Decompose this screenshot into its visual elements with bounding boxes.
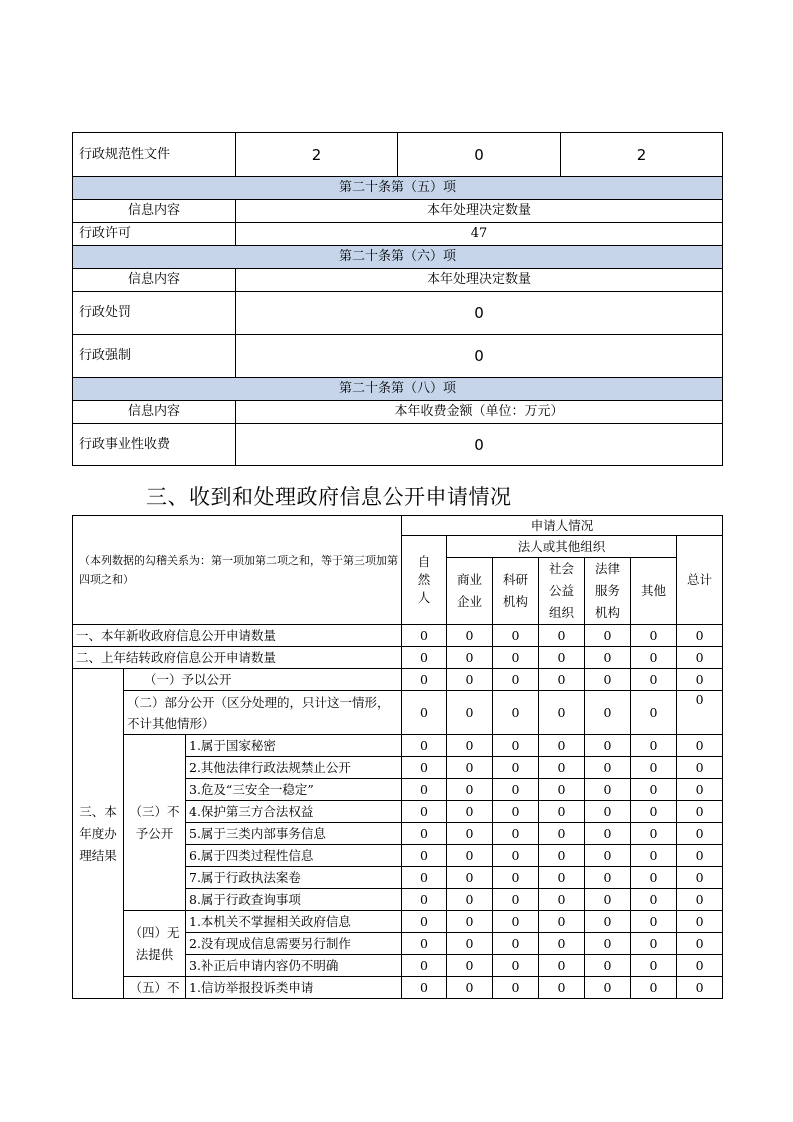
cell-value: 0	[447, 801, 493, 823]
cell-value: 0	[539, 647, 585, 669]
cell-value: 0	[493, 779, 539, 801]
cell-value: 0	[493, 625, 539, 647]
cell-value: 0	[585, 977, 631, 999]
table-row	[73, 200, 723, 223]
cell-value: 0	[493, 757, 539, 779]
row-label: 一、本年新收政府信息公开申请数量	[73, 625, 402, 647]
cell-value: 0	[539, 669, 585, 691]
column-header: 信息内容	[73, 200, 236, 223]
cell-value: 0	[539, 889, 585, 911]
table-row	[73, 292, 723, 335]
cell-value: 0	[631, 867, 677, 889]
cell-value: 0	[677, 823, 723, 845]
cell-value: 0	[539, 801, 585, 823]
table-header-row	[73, 516, 723, 536]
cell-value: 2	[561, 133, 723, 177]
table-row	[73, 401, 723, 424]
cell-value: 0	[631, 647, 677, 669]
section-header: 第二十条第（八）项	[73, 378, 723, 401]
column-header: 其他	[631, 558, 677, 625]
row-label: （一）予以公开	[124, 669, 402, 691]
row-label: 6.属于四类过程性信息	[186, 845, 402, 867]
natural-person-header: 自然人	[402, 536, 447, 625]
cell-value: 0	[402, 889, 447, 911]
cell-value: 0	[585, 735, 631, 757]
row-label: 3.补正后申请内容仍不明确	[186, 955, 402, 977]
cell-value: 0	[631, 735, 677, 757]
cell-value: 0	[631, 955, 677, 977]
cell-value: 0	[677, 625, 723, 647]
cell-value: 0	[493, 647, 539, 669]
cell-value: 0	[677, 801, 723, 823]
row-label: 3.危及“三安全一稳定”	[186, 779, 402, 801]
cell-value: 0	[585, 801, 631, 823]
cell-value: 0	[677, 911, 723, 933]
cell-value: 0	[447, 845, 493, 867]
section-header-row	[73, 246, 723, 269]
column-header: 社会公益组织	[539, 558, 585, 625]
cell-value: 0	[447, 933, 493, 955]
cell-value: 0	[402, 845, 447, 867]
section-header: 第二十条第（五）项	[73, 177, 723, 200]
cell-value: 0	[447, 911, 493, 933]
cell-value: 0	[677, 735, 723, 757]
cell-value: 0	[402, 647, 447, 669]
section-header-row	[73, 177, 723, 200]
cell-value: 0	[539, 867, 585, 889]
cell-value: 0	[236, 335, 723, 378]
cell-value: 0	[585, 823, 631, 845]
subgroup-label: （四）无法提供	[124, 911, 186, 977]
column-header: 本年收费金额（单位：万元）	[236, 401, 723, 424]
cell-value: 0	[539, 735, 585, 757]
cell-value: 0	[447, 955, 493, 977]
cell-value: 0	[585, 757, 631, 779]
cell-value: 0	[539, 625, 585, 647]
cell-value: 0	[402, 757, 447, 779]
cell-value: 0	[677, 779, 723, 801]
row-label: 行政许可	[73, 223, 236, 246]
cell-value: 0	[493, 669, 539, 691]
cell-value: 0	[585, 911, 631, 933]
cell-value: 0	[447, 691, 493, 735]
cell-value: 0	[539, 911, 585, 933]
cell-value: 0	[447, 823, 493, 845]
column-header: 本年处理决定数量	[236, 269, 723, 292]
cell-value: 0	[585, 867, 631, 889]
cell-value: 0	[493, 823, 539, 845]
row-label: （二）部分公开（区分处理的，只计这一情形，不计其他情形）	[124, 691, 402, 735]
section-title: 三、收到和处理政府信息公开申请情况	[146, 485, 512, 509]
row-label: 7.属于行政执法案卷	[186, 867, 402, 889]
cell-value: 0	[236, 424, 723, 466]
cell-value: 0	[539, 691, 585, 735]
cell-value: 0	[447, 625, 493, 647]
applications-table	[72, 515, 723, 999]
cell-value: 0	[585, 845, 631, 867]
section-header-row	[73, 378, 723, 401]
cell-value: 2	[236, 133, 398, 177]
cell-value: 0	[677, 889, 723, 911]
cell-value: 0	[447, 735, 493, 757]
cell-value: 0	[447, 779, 493, 801]
row-label: 二、上年结转政府信息公开申请数量	[73, 647, 402, 669]
row-label: 1.信访举报投诉类申请	[186, 977, 402, 999]
cell-value: 0	[493, 955, 539, 977]
table-row	[73, 133, 723, 177]
table-row	[73, 269, 723, 292]
cell-value: 0	[493, 801, 539, 823]
cell-value: 0	[447, 977, 493, 999]
cell-value: 0	[631, 691, 677, 735]
table-row	[73, 335, 723, 378]
table-row	[73, 625, 723, 647]
cell-value: 0	[493, 735, 539, 757]
cell-value: 0	[677, 757, 723, 779]
column-header: 信息内容	[73, 269, 236, 292]
cell-value: 0	[447, 867, 493, 889]
cell-value: 0	[236, 292, 723, 335]
results-group-label: 三、本年度办理结果	[73, 669, 124, 999]
cell-value: 0	[447, 757, 493, 779]
cell-value: 0	[677, 669, 723, 691]
cell-value: 0	[539, 933, 585, 955]
cell-value: 0	[402, 911, 447, 933]
subgroup-label: （五）不	[124, 977, 186, 999]
cell-value: 0	[402, 625, 447, 647]
table-row	[73, 669, 723, 691]
column-header: 科研机构	[493, 558, 539, 625]
cell-value: 0	[677, 845, 723, 867]
row-label: 8.属于行政查询事项	[186, 889, 402, 911]
cell-value: 0	[402, 669, 447, 691]
cell-value: 0	[539, 757, 585, 779]
cell-value: 0	[631, 801, 677, 823]
cell-value: 0	[447, 889, 493, 911]
cell-value: 0	[631, 625, 677, 647]
cell-value: 0	[539, 823, 585, 845]
cell-value: 0	[585, 625, 631, 647]
row-label: 行政事业性收费	[73, 424, 236, 466]
cell-value: 0	[493, 977, 539, 999]
cell-value: 0	[447, 647, 493, 669]
section-header: 第二十条第（六）项	[73, 246, 723, 269]
cell-value: 0	[402, 779, 447, 801]
cell-value: 0	[585, 647, 631, 669]
cell-value: 0	[585, 933, 631, 955]
cell-value: 0	[402, 867, 447, 889]
cell-value: 0	[539, 955, 585, 977]
cell-value: 0	[402, 823, 447, 845]
table-row	[73, 691, 723, 735]
cell-value: 0	[402, 955, 447, 977]
cell-value: 0	[493, 889, 539, 911]
table-row	[73, 647, 723, 669]
cell-value: 0	[585, 691, 631, 735]
row-label: 2.没有现成信息需要另行制作	[186, 933, 402, 955]
cell-value: 0	[585, 669, 631, 691]
cell-value: 0	[447, 669, 493, 691]
cell-value: 47	[236, 223, 723, 246]
cell-value: 0	[677, 691, 723, 735]
cell-value: 0	[677, 977, 723, 999]
column-header: 法律服务机构	[585, 558, 631, 625]
cell-value: 0	[402, 977, 447, 999]
cell-value: 0	[493, 867, 539, 889]
column-header: 本年处理决定数量	[236, 200, 723, 223]
cell-value: 0	[585, 955, 631, 977]
legal-entity-header: 法人或其他组织	[447, 536, 677, 558]
cell-value: 0	[677, 647, 723, 669]
cell-value: 0	[631, 911, 677, 933]
cell-value: 0	[493, 911, 539, 933]
calculation-note: （本列数据的勾稽关系为：第一项加第二项之和，等于第三项加第四项之和）	[73, 516, 402, 625]
cell-value: 0	[402, 735, 447, 757]
cell-value: 0	[631, 757, 677, 779]
row-label: 行政处罚	[73, 292, 236, 335]
table-row	[73, 911, 723, 933]
disclosure-table	[72, 132, 723, 466]
cell-value: 0	[493, 845, 539, 867]
cell-value: 0	[631, 933, 677, 955]
cell-value: 0	[631, 845, 677, 867]
row-label: 行政强制	[73, 335, 236, 378]
cell-value: 0	[493, 933, 539, 955]
cell-value: 0	[677, 933, 723, 955]
applicant-header: 申请人情况	[402, 516, 723, 536]
cell-value: 0	[677, 867, 723, 889]
table-row	[73, 424, 723, 466]
table-row	[73, 735, 723, 757]
cell-value: 0	[585, 779, 631, 801]
row-label: 4.保护第三方合法权益	[186, 801, 402, 823]
column-header: 信息内容	[73, 401, 236, 424]
cell-value: 0	[677, 955, 723, 977]
cell-value: 0	[631, 779, 677, 801]
cell-value: 0	[539, 977, 585, 999]
subgroup-label: （三）不予公开	[124, 735, 186, 911]
cell-value: 0	[398, 133, 561, 177]
column-header: 商业企业	[447, 558, 493, 625]
row-label: 1.本机关不掌握相关政府信息	[186, 911, 402, 933]
cell-value: 0	[585, 889, 631, 911]
cell-value: 0	[631, 823, 677, 845]
row-label: 行政规范性文件	[73, 133, 236, 177]
cell-value: 0	[631, 977, 677, 999]
cell-value: 0	[539, 845, 585, 867]
row-label: 1.属于国家秘密	[186, 735, 402, 757]
cell-value: 0	[402, 691, 447, 735]
table-row	[73, 977, 723, 999]
cell-value: 0	[631, 669, 677, 691]
row-label: 2.其他法律行政法规禁止公开	[186, 757, 402, 779]
cell-value: 0	[402, 933, 447, 955]
cell-value: 0	[402, 801, 447, 823]
cell-value: 0	[493, 691, 539, 735]
cell-value: 0	[631, 889, 677, 911]
row-label: 5.属于三类内部事务信息	[186, 823, 402, 845]
cell-value: 0	[539, 779, 585, 801]
table-row	[73, 223, 723, 246]
total-header: 总计	[677, 536, 723, 625]
